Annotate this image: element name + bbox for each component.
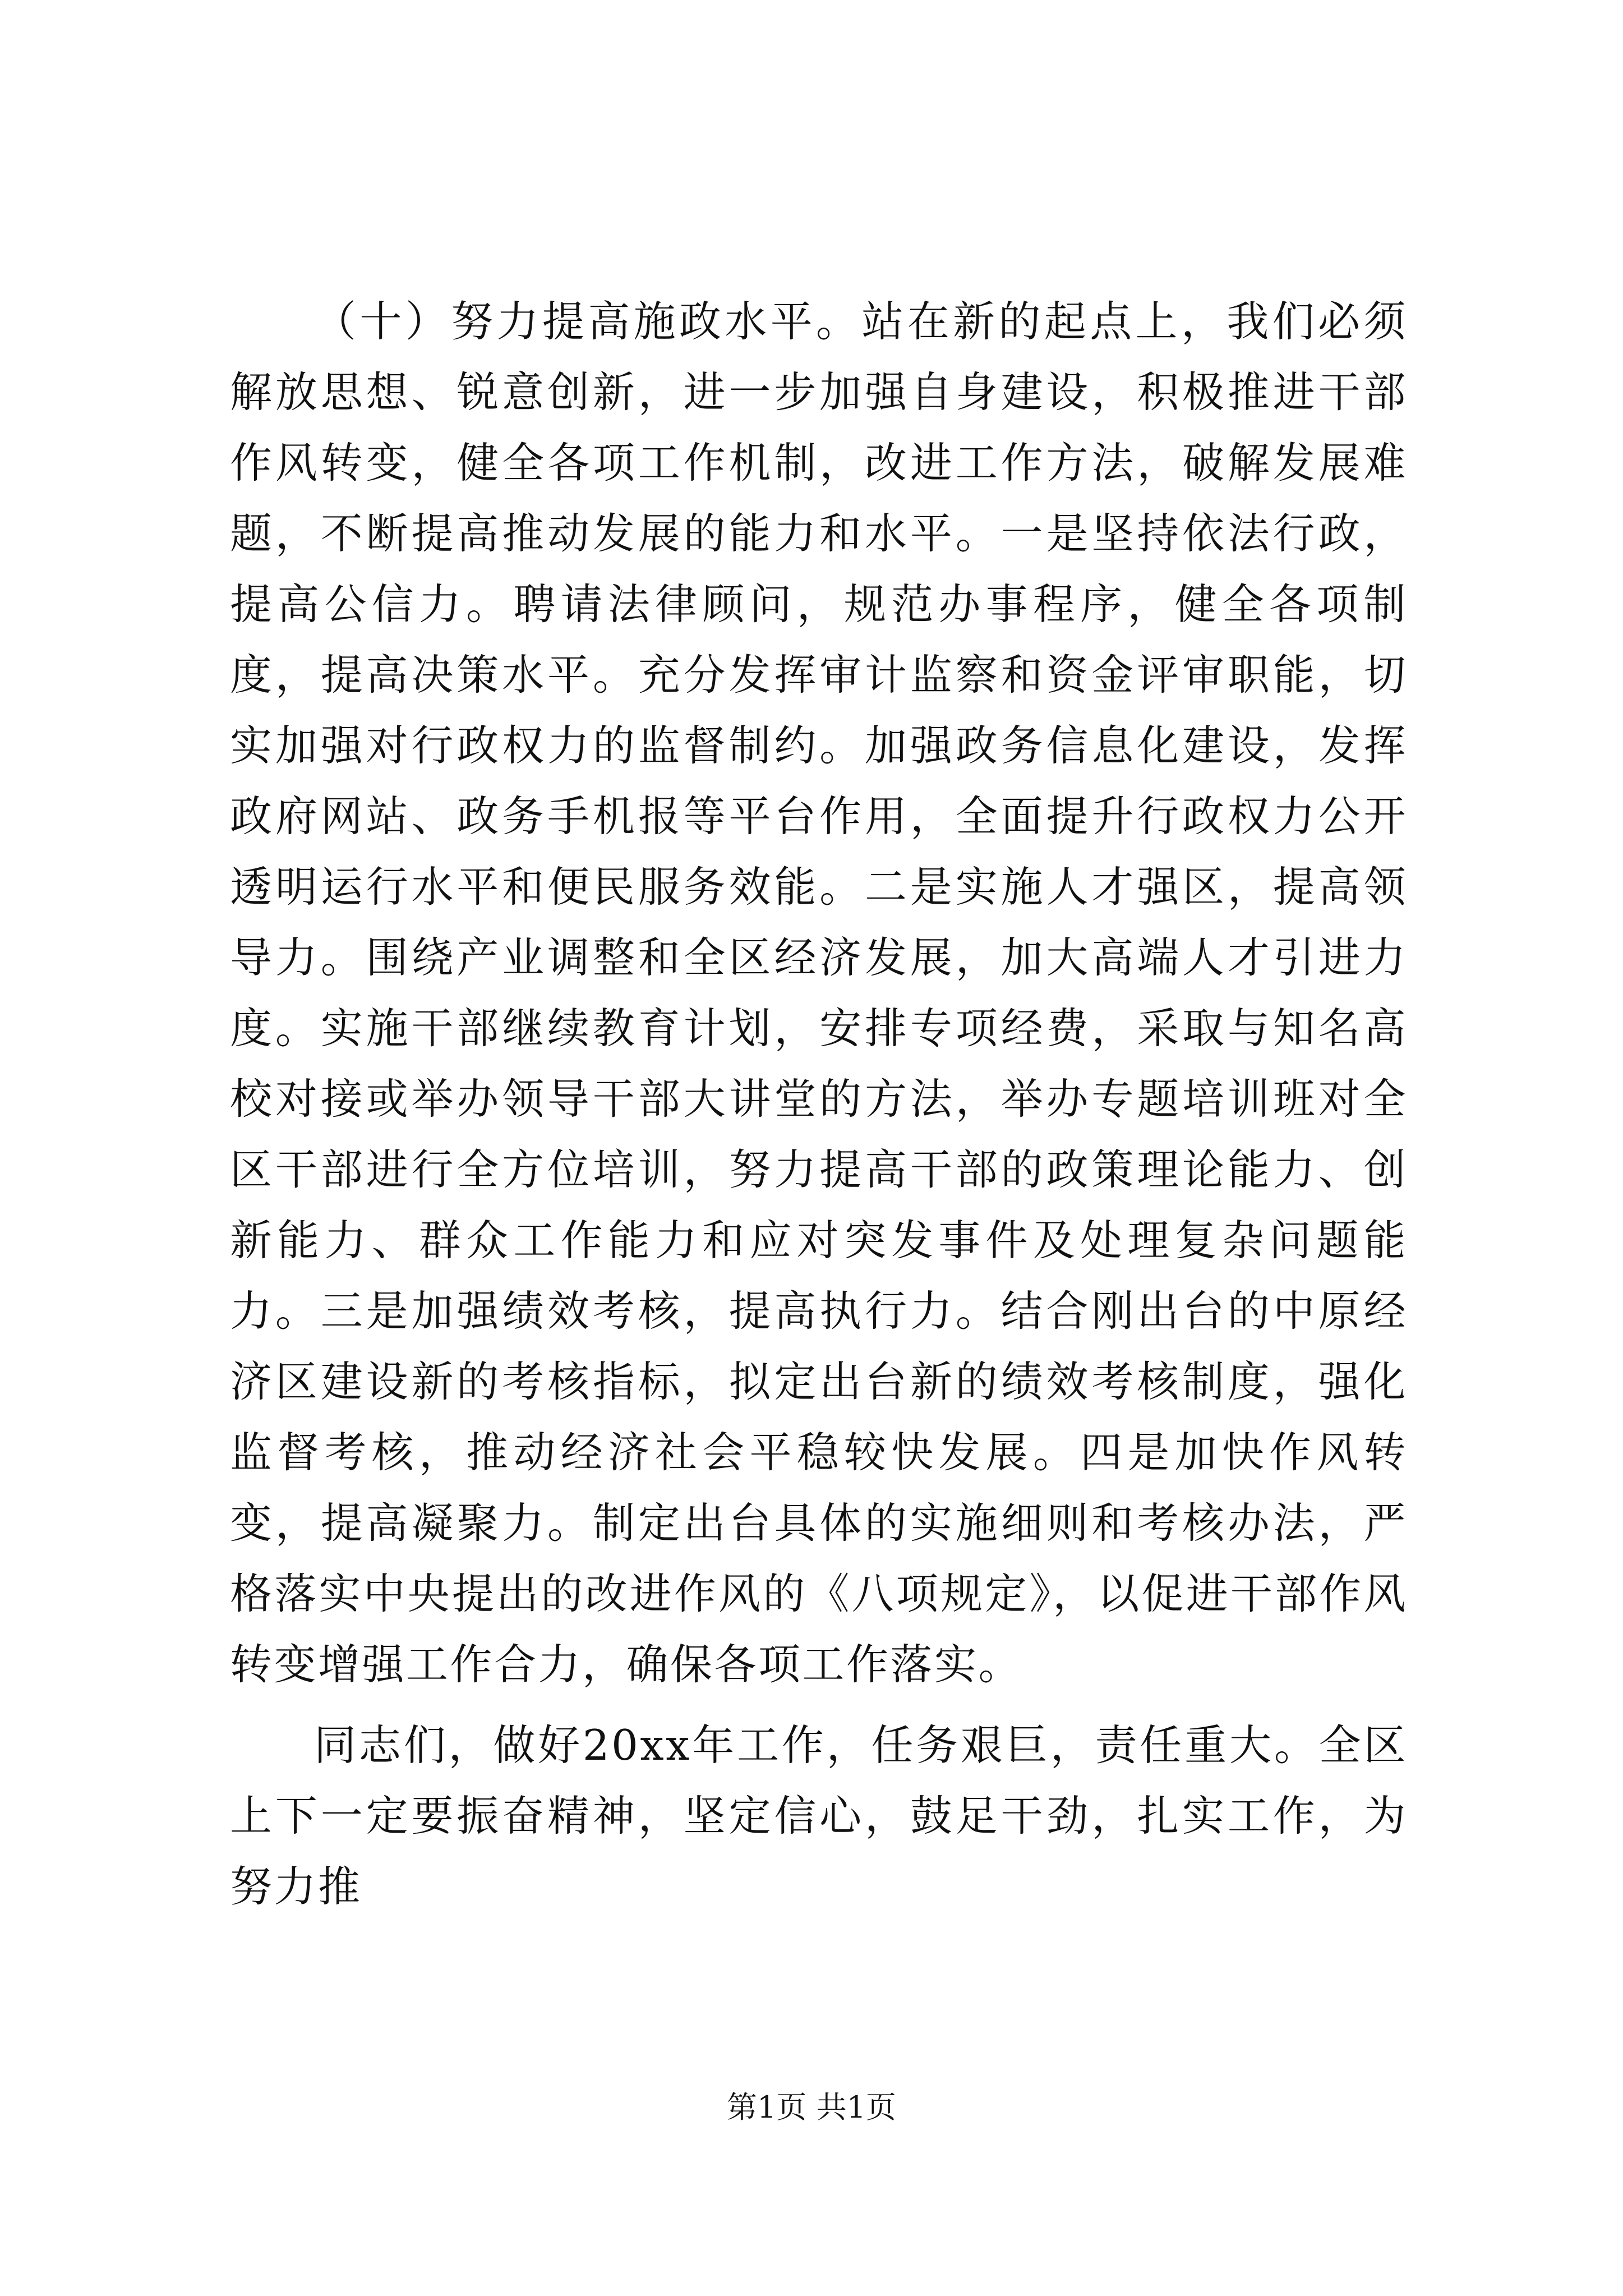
page-footer: 第1页 共1页 xyxy=(727,2090,896,2125)
paragraph-closing: 同志们，做好20xx年工作，任务艰巨，责任重大。全区上下一定要振奋精神，坚定信心，鼓足干劲，扎实工作，为努力推 xyxy=(230,1720,1408,1911)
document-body xyxy=(230,286,1408,1922)
paragraph-governance: （十）努力提高施政水平。站在新的起点上，我们必须解放思想、锐意创新，进一步加强自身建设，积极推进干部作风转变，健全各项工作机制，改进工作方法，破解发展难题，不断提高推动发展的能力和水平。一是坚持依法行政，提高公信力。聘请法律顾问，规范办事程序，健全各项制度，提高决策水平。充分发挥审计监察和资金评审职能，切实加强对行政权力的监督制约。加强政务信息化建设，发挥政府网站、政务手机报等平台作用，全面提升行政权力公开透明运行水平和便民服务效能。二是实施人才强区，提高领导力。围绕产业调整和全区经济发展，加大高端人才引进力度。实施干部继续教育计划，安排专项经费，采取与知名高校对接或举办领导干部大讲堂的方法，举办专题培训班对全区干部进行全方位培训，努力提高干部的政策理论能力、创新能力、群众工作能力和应对突发事件及处理复杂问题能力。三是加强绩效考核，提高执行力。结合刚出台的中原经济区建设新的考核指标，拟定出台新的绩效考核制度，强化监督考核，推动经济社会平稳较快发展。四是加快作风转变，提高凝聚力。制定出台具体的实施细则和考核办法，严格落实中央提出的改进作风的《八项规定》，以促进干部作风转变增强工作合力，确保各项工作落实。 xyxy=(230,297,1408,1689)
